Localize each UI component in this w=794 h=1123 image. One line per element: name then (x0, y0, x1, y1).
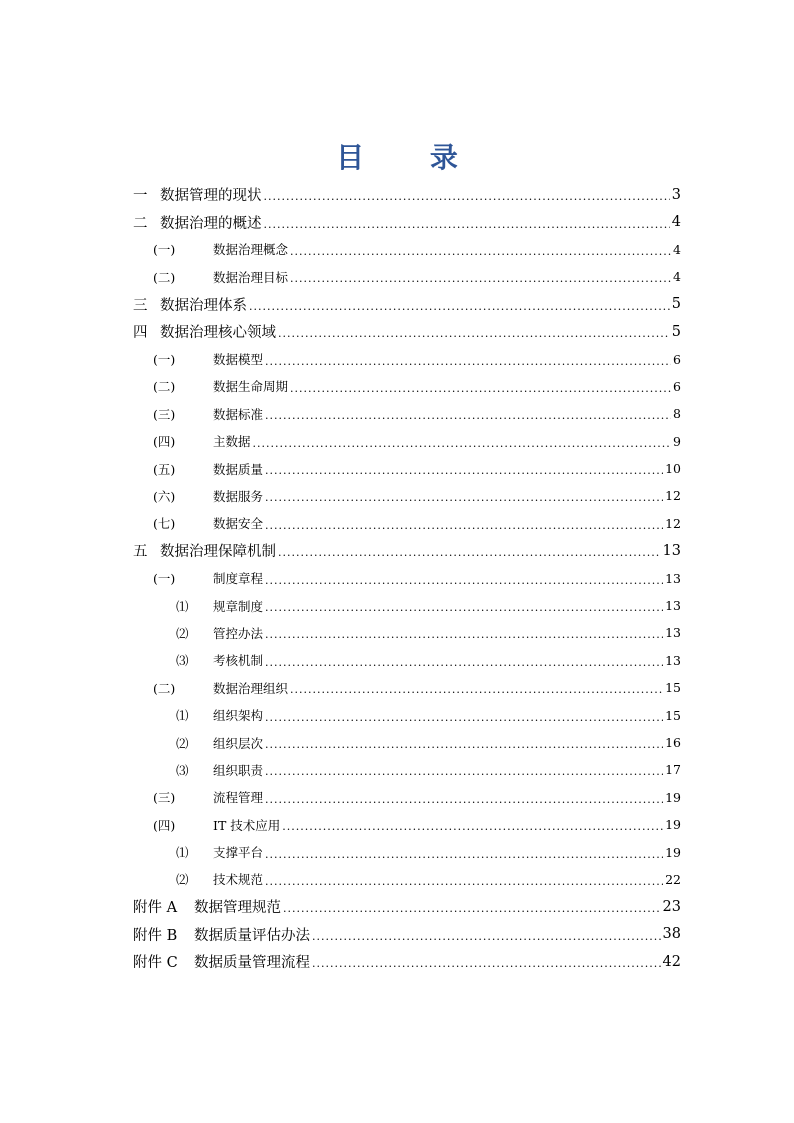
toc-entry-page-number: 4 (673, 241, 681, 257)
toc-entry-number: (六) (153, 488, 176, 504)
toc-entry-page-number: 22 (665, 871, 681, 887)
toc-entry-label: 制度章程 (213, 571, 264, 587)
toc-entry-number: (五) (153, 461, 176, 477)
toc-leader-dots (265, 848, 663, 861)
toc-entry[interactable] (0, 921, 794, 948)
toc-entry-label: 数据治理核心领域 (160, 325, 276, 342)
toc-entry-label: 规章制度 (213, 598, 264, 614)
toc-entry-page-number: 5 (671, 323, 681, 340)
toc-entry-number: 二 (133, 215, 148, 232)
toc-leader-dots (265, 409, 671, 422)
toc-entry-label: 数据生命周期 (213, 379, 289, 395)
toc-entry-number: 四 (133, 325, 148, 342)
toc-leader-dots (249, 300, 670, 313)
toc-leader-dots (278, 546, 661, 559)
toc-entry-page-number: 19 (665, 844, 681, 860)
toc-leader-dots (265, 656, 663, 669)
toc-entry[interactable] (0, 811, 794, 838)
toc-entry-number: (一) (153, 352, 176, 368)
toc-entry[interactable] (0, 866, 794, 893)
toc-entry-page-number: 4 (673, 269, 681, 285)
toc-leader-dots (253, 437, 672, 450)
toc-entry-page-number: 4 (671, 214, 681, 231)
toc-entry-number: ⑶ (176, 653, 189, 669)
toc-entry[interactable] (0, 345, 794, 372)
toc-entry-number: ⑵ (176, 872, 189, 888)
toc-entry-label: 数据治理体系 (160, 297, 247, 314)
toc-entry-page-number: 13 (665, 570, 681, 586)
toc-leader-dots (265, 464, 663, 477)
toc-entry-label: 组织层次 (213, 735, 264, 751)
toc-leader-dots (290, 683, 663, 696)
toc-entry-label: IT 技术应用 (213, 817, 281, 833)
toc-entry-label: 数据质量评估办法 (194, 927, 310, 944)
toc-entry-page-number: 13 (665, 598, 681, 614)
toc-leader-dots (264, 190, 670, 203)
toc-entry[interactable] (0, 784, 794, 811)
toc-leader-dots (312, 957, 661, 970)
toc-entry-page-number: 19 (665, 817, 681, 833)
toc-entry[interactable] (0, 208, 794, 235)
toc-entry-page-number: 5 (671, 296, 681, 313)
toc-entry-page-number: 13 (665, 652, 681, 668)
toc-entry-number: (二) (153, 379, 176, 395)
toc-leader-dots (290, 382, 671, 395)
toc-leader-dots (282, 820, 663, 833)
toc-entry[interactable] (0, 181, 794, 208)
toc-entry-label: 数据治理保障机制 (160, 544, 276, 561)
toc-entry[interactable] (0, 537, 794, 564)
toc-entry-number: (三) (153, 790, 176, 806)
toc-entry-label: 组织架构 (213, 708, 264, 724)
toc-entry-page-number: 3 (671, 186, 681, 203)
toc-entry-label: 数据质量管理流程 (194, 955, 310, 972)
toc-entry[interactable] (0, 674, 794, 701)
toc-entry-number: (二) (153, 269, 176, 285)
toc-entry-number: (三) (153, 406, 176, 422)
toc-entry-page-number: 42 (662, 953, 681, 970)
toc-entry-label: 数据质量 (213, 461, 264, 477)
toc-entry-number: 一 (133, 188, 148, 205)
toc-entry-label: 数据治理组织 (213, 680, 289, 696)
toc-leader-dots (265, 738, 663, 751)
toc-entry[interactable] (0, 701, 794, 728)
toc-entry-number: ⑵ (176, 735, 189, 751)
toc-entry-page-number: 17 (665, 762, 681, 778)
toc-entry-page-number: 6 (673, 378, 681, 394)
toc-entry[interactable] (0, 619, 794, 646)
toc-entry-page-number: 38 (662, 926, 681, 943)
toc-entry-number: (四) (153, 434, 176, 450)
toc-entry-page-number: 13 (665, 625, 681, 641)
toc-entry-label: 技术规范 (213, 872, 264, 888)
toc-entry[interactable] (0, 756, 794, 783)
toc-entry[interactable] (0, 564, 794, 591)
toc-entry-label: 数据服务 (213, 488, 264, 504)
toc-entry-page-number: 9 (673, 433, 681, 449)
toc-entry-label: 管控办法 (213, 625, 264, 641)
toc-entry[interactable] (0, 592, 794, 619)
toc-entry-number: ⑴ (176, 708, 189, 724)
toc-entry-number: (一) (153, 242, 176, 258)
toc-entry-page-number: 16 (665, 735, 681, 750)
toc-entry-page-number: 13 (662, 542, 681, 559)
toc-entry-label: 支撑平台 (213, 845, 264, 861)
toc-leader-dots (265, 765, 663, 778)
toc-entry-number: (四) (153, 817, 176, 833)
toc-entry-label: 数据治理目标 (213, 269, 289, 285)
toc-entry-label: 数据管理规范 (194, 900, 281, 917)
toc-entry[interactable] (0, 482, 794, 509)
toc-entry-label: 组织职责 (213, 762, 264, 778)
toc-entry-number: ⑵ (176, 625, 189, 641)
toc-entry-label: 数据模型 (213, 352, 264, 368)
toc-title: 目 录 (336, 141, 486, 174)
toc-entry[interactable] (0, 729, 794, 756)
toc-leader-dots (265, 574, 663, 587)
toc-entry-page-number: 12 (665, 488, 681, 504)
toc-entry-number: ⑴ (176, 845, 189, 861)
toc-entry-page-number: 19 (665, 789, 681, 805)
toc-entry-number: (二) (153, 680, 176, 696)
toc-entry[interactable] (0, 428, 794, 455)
toc-entry-page-number: 6 (673, 351, 681, 367)
toc-leader-dots (265, 519, 663, 532)
toc-leader-dots (283, 902, 661, 915)
toc-entry-label: 数据标准 (213, 406, 264, 422)
toc-leader-dots (312, 930, 661, 943)
toc-entry-label: 流程管理 (213, 790, 264, 806)
toc-entry[interactable] (0, 510, 794, 537)
toc-entry-number: 附件 C (133, 955, 178, 972)
table-of-contents (0, 181, 794, 975)
toc-entry[interactable] (0, 318, 794, 345)
toc-leader-dots (265, 355, 671, 368)
toc-entry-page-number: 15 (665, 707, 681, 723)
toc-entry-page-number: 15 (665, 680, 681, 696)
toc-entry-page-number: 10 (665, 461, 681, 477)
toc-entry-number: (七) (153, 516, 176, 532)
toc-entry[interactable] (0, 373, 794, 400)
toc-entry[interactable] (0, 455, 794, 482)
toc-leader-dots (265, 875, 663, 888)
toc-entry-number: 五 (133, 544, 148, 561)
toc-entry-label: 数据管理的现状 (160, 188, 262, 205)
toc-leader-dots (265, 711, 663, 724)
toc-entry[interactable] (0, 948, 794, 975)
toc-entry[interactable] (0, 263, 794, 290)
toc-entry-label: 数据安全 (213, 516, 264, 532)
toc-entry-number: 附件 A (133, 900, 178, 917)
toc-entry-label: 考核机制 (213, 653, 264, 669)
toc-entry-page-number: 8 (673, 406, 681, 422)
toc-leader-dots (264, 218, 670, 231)
toc-entry-number: 三 (133, 297, 148, 314)
toc-leader-dots (278, 327, 670, 340)
toc-entry-number: ⑴ (176, 598, 189, 614)
toc-entry-label: 主数据 (213, 434, 251, 450)
toc-entry-number: (一) (153, 571, 176, 587)
toc-entry[interactable] (0, 838, 794, 865)
toc-entry-number: 附件 B (133, 927, 178, 944)
toc-leader-dots (265, 491, 663, 504)
toc-entry-number: ⑶ (176, 762, 189, 778)
toc-leader-dots (265, 601, 663, 614)
toc-entry-page-number: 23 (662, 898, 681, 915)
toc-entry[interactable] (0, 893, 794, 920)
toc-entry-label: 数据治理概念 (213, 242, 289, 258)
toc-leader-dots (265, 628, 663, 641)
toc-leader-dots (290, 272, 671, 285)
toc-entry[interactable] (0, 236, 794, 263)
toc-entry[interactable] (0, 400, 794, 427)
toc-entry-label: 数据治理的概述 (160, 215, 262, 232)
toc-leader-dots (265, 793, 663, 806)
toc-entry[interactable] (0, 647, 794, 674)
toc-leader-dots (290, 245, 671, 258)
toc-entry-page-number: 12 (665, 515, 681, 531)
toc-entry[interactable] (0, 291, 794, 318)
